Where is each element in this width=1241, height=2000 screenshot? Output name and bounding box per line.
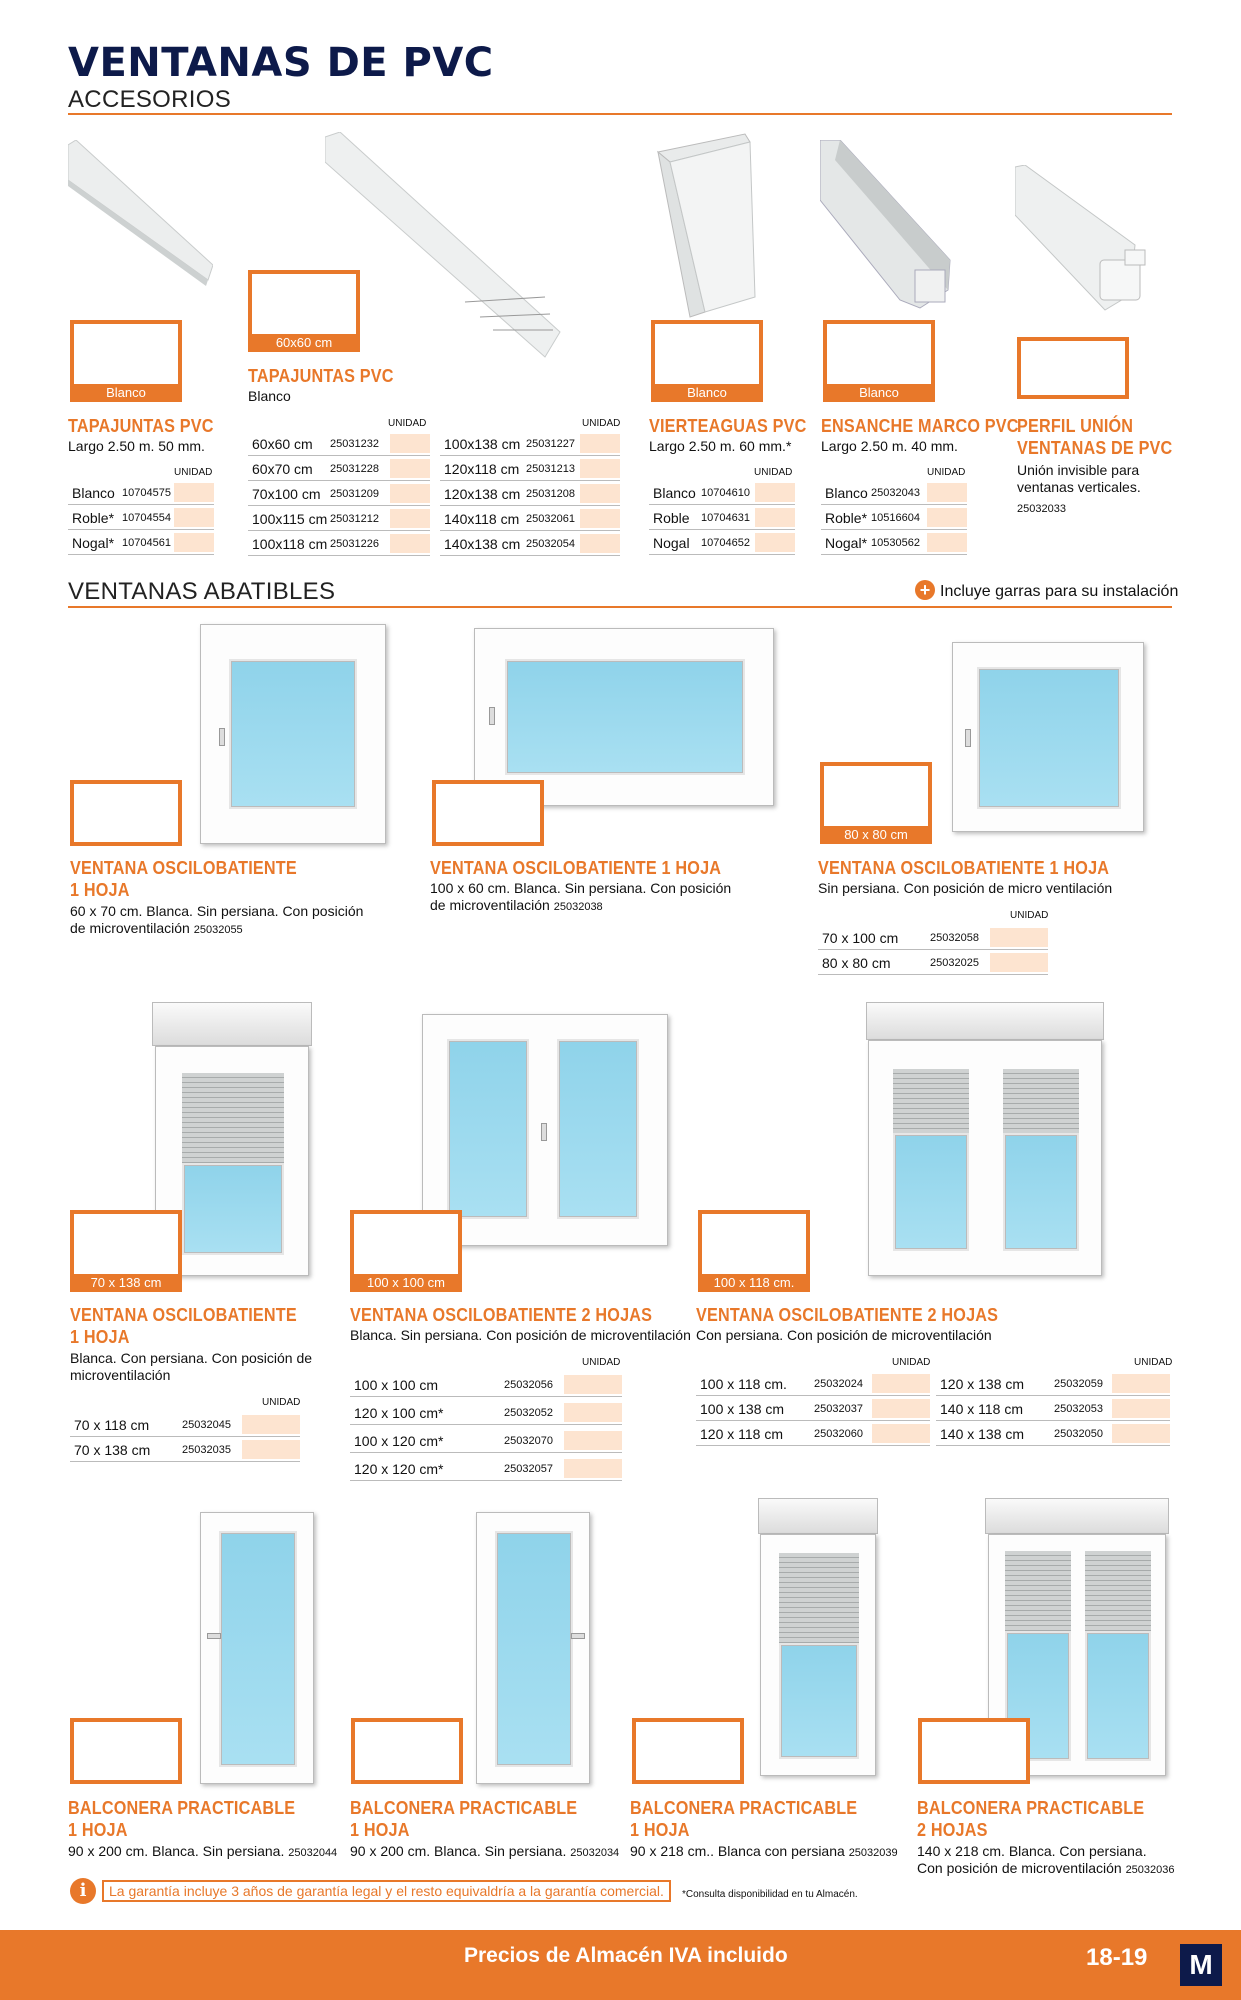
row-code: 25032024	[814, 1378, 863, 1390]
table-window-5	[350, 1373, 622, 1479]
product-desc: ventanas verticales.	[1017, 479, 1141, 495]
balconera-3-image	[760, 1534, 876, 1776]
row-code: 25032058	[930, 932, 979, 944]
table-window-6-left	[696, 1372, 930, 1452]
product-desc: Blanca. Sin persiana. Con posición de microventilación	[350, 1327, 691, 1343]
price-cell	[390, 484, 430, 503]
unidad-label: UNIDAD	[582, 418, 621, 429]
table-row	[248, 507, 430, 531]
unidad-label: UNIDAD	[892, 1357, 931, 1368]
row-code: 25032060	[814, 1428, 863, 1440]
price-cell	[927, 508, 967, 527]
table-window-3	[818, 926, 1048, 982]
product-title: BALCONERA PRACTICABLE	[68, 1798, 296, 1818]
price-cell	[242, 1415, 300, 1434]
row-label: Blanco	[72, 485, 115, 501]
price-box-vierteaguas	[651, 320, 763, 402]
product-title: VENTANA OSCILOBATIENTE 1 HOJA	[818, 858, 1110, 878]
info-icon: i	[70, 1878, 96, 1904]
row-label: 70 x 138 cm	[74, 1442, 151, 1458]
product-title: 1 HOJA	[630, 1820, 690, 1840]
row-code: 10704631	[701, 512, 750, 524]
row-label: 100 x 100 cm	[354, 1377, 439, 1393]
product-title: PERFIL UNIÓN	[1017, 416, 1134, 436]
price-tag: 70 x 138 cm	[70, 1274, 182, 1292]
product-title: VENTANAS DE PVC	[1017, 438, 1173, 458]
row-label: 100 x 118 cm.	[700, 1376, 787, 1392]
row-code: 25032057	[504, 1463, 553, 1475]
row-label: 120 x 100 cm*	[354, 1405, 444, 1421]
row-code: 25032059	[1054, 1378, 1103, 1390]
tapajuntas-angle-image	[325, 132, 565, 362]
row-label: 120 x 120 cm*	[354, 1461, 444, 1477]
price-cell	[755, 533, 795, 552]
product-title: VENTANA OSCILOBATIENTE	[70, 1305, 297, 1325]
price-cell	[174, 508, 214, 527]
unidad-label: UNIDAD	[754, 467, 793, 478]
row-code: 25032052	[504, 1407, 553, 1419]
table-row	[440, 482, 620, 506]
unidad-label: UNIDAD	[1134, 1357, 1173, 1368]
table-row	[70, 1413, 300, 1437]
row-label: 70 x 118 cm	[74, 1417, 150, 1433]
price-cell	[872, 1399, 930, 1418]
table-row	[440, 532, 620, 556]
product-desc: 60 x 70 cm. Blanca. Sin persiana. Con posición	[70, 903, 364, 919]
table-row	[696, 1372, 930, 1396]
ensanche-image	[820, 140, 960, 310]
window-6-roller-box	[866, 1002, 1104, 1040]
balconera-3-roller-box	[758, 1498, 878, 1534]
price-cell	[390, 459, 430, 478]
row-label: Roble*	[72, 510, 115, 526]
unidad-label: UNIDAD	[1010, 910, 1049, 921]
product-desc	[917, 1860, 1175, 1879]
desc-text: 90 x 218 cm.. Blanca con persiana	[630, 1843, 845, 1859]
row-code: 10530562	[871, 537, 920, 549]
product-title: 1 HOJA	[350, 1820, 410, 1840]
row-code: 25032070	[504, 1435, 553, 1447]
unidad-label: UNIDAD	[174, 467, 213, 478]
unidad-label: UNIDAD	[927, 467, 966, 478]
availability-note: *Consulta disponibilidad en tu Almacén.	[682, 1889, 858, 1900]
price-tag: Blanco	[70, 384, 182, 402]
row-label: 60x70 cm	[252, 461, 313, 477]
product-desc: 100 x 60 cm. Blanca. Sin persiana. Con posición	[430, 880, 732, 896]
product-desc: Blanca. Con persiana. Con posición de	[70, 1350, 313, 1366]
price-box-window-6	[698, 1210, 810, 1292]
price-box-window-4	[70, 1210, 182, 1292]
product-desc	[350, 1843, 619, 1862]
table-row	[68, 506, 214, 530]
price-cell	[242, 1440, 300, 1459]
row-label: 80 x 80 cm	[822, 955, 891, 971]
price-cell	[580, 434, 620, 453]
footer-bar	[0, 1930, 1241, 2000]
price-cell	[580, 509, 620, 528]
price-cell	[564, 1403, 622, 1422]
window-6-image	[868, 1040, 1102, 1276]
installation-note: Incluye garras para su instalación	[940, 583, 1179, 600]
table-row	[818, 926, 1048, 950]
product-desc: Sin persiana. Con posición de micro ventilación	[818, 880, 1113, 896]
price-cell	[1112, 1424, 1170, 1443]
page-numbers: 18-19	[1086, 1944, 1148, 1971]
row-label: Nogal*	[825, 535, 868, 551]
window-3-image	[952, 642, 1144, 832]
price-cell	[927, 533, 967, 552]
price-cell	[755, 483, 795, 502]
table-row	[440, 507, 620, 531]
product-desc: Unión invisible para	[1017, 462, 1140, 478]
price-cell	[872, 1374, 930, 1393]
product-code: 25032034	[570, 1847, 620, 1859]
table-row	[821, 481, 967, 505]
row-label: Blanco	[825, 485, 868, 501]
table-row	[440, 457, 620, 481]
row-label: 100 x 120 cm*	[354, 1433, 444, 1449]
table-tapajuntas-flat	[68, 481, 214, 561]
product-code: 25032033	[1017, 503, 1066, 515]
header-rule	[68, 113, 1172, 115]
unidad-label: UNIDAD	[262, 1397, 301, 1408]
table-row	[248, 457, 430, 481]
product-title: TAPAJUNTAS PVC	[248, 366, 394, 386]
price-cell	[390, 434, 430, 453]
row-code: 25032054	[526, 538, 575, 550]
table-row	[936, 1422, 1170, 1446]
row-code: 25032025	[930, 957, 979, 969]
section-subtitle-accesorios: ACCESORIOS	[68, 86, 232, 113]
product-desc: Largo 2.50 m. 50 mm.	[68, 438, 205, 454]
product-title: 1 HOJA	[68, 1820, 128, 1840]
product-title: VENTANA OSCILOBATIENTE 2 HOJAS	[696, 1305, 999, 1325]
product-title: VENTANA OSCILOBATIENTE	[70, 858, 297, 878]
price-cell	[872, 1424, 930, 1443]
row-code: 10704554	[122, 512, 171, 524]
row-code: 10704575	[122, 487, 171, 499]
row-code: 10704561	[122, 537, 171, 549]
row-label: 70 x 100 cm	[822, 930, 899, 946]
page-title: VENTANAS DE PVC	[68, 40, 494, 86]
product-desc: Blanco	[248, 388, 291, 404]
price-tag: 60x60 cm	[248, 334, 360, 352]
price-box-window-5	[350, 1210, 462, 1292]
product-title: VIERTEAGUAS PVC	[649, 416, 807, 436]
table-row	[350, 1401, 622, 1425]
row-label: 100x138 cm	[444, 436, 521, 452]
price-cell	[564, 1375, 622, 1394]
guarantee-text: La garantía incluye 3 años de garantía legal y el resto equivaldría a la garantía comercial.	[102, 1880, 671, 1902]
footer-text: Precios de Almacén IVA incluido	[464, 1944, 788, 1967]
price-cell	[990, 953, 1048, 972]
row-label: 120 x 118 cm	[700, 1426, 784, 1442]
row-label: 100 x 138 cm	[700, 1401, 785, 1417]
row-code: 25032037	[814, 1403, 863, 1415]
row-code: 25031232	[330, 438, 379, 450]
balconera-1-image	[200, 1512, 314, 1784]
price-tag: 100 x 100 cm	[350, 1274, 462, 1292]
row-code: 25032056	[504, 1379, 553, 1391]
row-code: 10516604	[871, 512, 920, 524]
product-desc	[630, 1843, 898, 1862]
row-code: 25031213	[526, 463, 575, 475]
tapajuntas-flat-image	[68, 140, 213, 300]
product-code: 25032044	[288, 1847, 338, 1859]
table-window-6-right	[936, 1372, 1170, 1452]
price-box-perfil	[1017, 337, 1129, 399]
price-box-window-3	[820, 762, 932, 844]
price-box-balconera-2	[351, 1718, 463, 1784]
table-row	[936, 1397, 1170, 1421]
product-desc: Con persiana. Con posición de microventilación	[696, 1327, 992, 1343]
price-cell	[390, 534, 430, 553]
product-title: VENTANA OSCILOBATIENTE 2 HOJAS	[350, 1305, 653, 1325]
product-code: 25032039	[848, 1847, 898, 1859]
table-row	[649, 481, 795, 505]
row-code: 25032053	[1054, 1403, 1103, 1415]
product-title: VENTANA OSCILOBATIENTE 1 HOJA	[430, 858, 722, 878]
row-code: 25032050	[1054, 1428, 1103, 1440]
price-cell	[580, 534, 620, 553]
row-code: 25031212	[330, 513, 379, 525]
row-label: Blanco	[653, 485, 696, 501]
row-code: 25031226	[330, 538, 379, 550]
desc-text: 90 x 200 cm. Blanca. Sin persiana.	[68, 1843, 285, 1859]
table-row	[649, 506, 795, 530]
row-code: 25032045	[182, 1419, 231, 1431]
price-box-tapajuntas-angle	[248, 270, 360, 352]
product-title: TAPAJUNTAS PVC	[68, 416, 214, 436]
product-title: 1 HOJA	[70, 880, 130, 900]
price-tag: 80 x 80 cm	[820, 826, 932, 844]
price-cell	[174, 483, 214, 502]
product-desc: Largo 2.50 m. 60 mm.*	[649, 438, 792, 454]
table-row	[821, 506, 967, 530]
perfil-union-image	[1015, 165, 1165, 315]
row-label: 100x115 cm	[252, 511, 328, 527]
window-4-roller-box	[152, 1002, 312, 1046]
table-row	[696, 1422, 930, 1446]
row-code: 25032043	[871, 487, 920, 499]
logo-letter: M	[1189, 1949, 1213, 1980]
price-cell	[990, 928, 1048, 947]
row-code: 25031228	[330, 463, 379, 475]
table-tapajuntas-angle-left	[248, 432, 430, 562]
vierteaguas-image	[650, 132, 760, 322]
product-title: BALCONERA PRACTICABLE	[630, 1798, 858, 1818]
table-row	[350, 1429, 622, 1453]
table-row	[68, 481, 214, 505]
product-code: 25032055	[193, 924, 243, 936]
table-row	[818, 951, 1048, 975]
table-row	[68, 531, 214, 555]
section-heading-abatibles: VENTANAS ABATIBLES	[68, 578, 336, 605]
row-code: 25031208	[526, 488, 575, 500]
balconera-4-roller-box	[985, 1498, 1169, 1534]
price-box-window-1	[70, 780, 182, 846]
table-ensanche	[821, 481, 967, 561]
product-title: 1 HOJA	[70, 1327, 130, 1347]
price-cell	[927, 483, 967, 502]
product-desc	[430, 897, 603, 916]
table-row	[821, 531, 967, 555]
table-row	[440, 432, 620, 456]
balconera-2-image	[476, 1512, 590, 1784]
price-cell	[755, 508, 795, 527]
price-box-balconera-3	[632, 1718, 744, 1784]
price-tag: Blanco	[651, 384, 763, 402]
row-label: 140x138 cm	[444, 536, 521, 552]
row-label: 140x118 cm	[444, 511, 520, 527]
product-code: 25032038	[553, 901, 603, 913]
brand-logo	[1180, 1944, 1222, 1986]
row-label: 120 x 138 cm	[940, 1376, 1025, 1392]
price-cell	[1112, 1399, 1170, 1418]
table-row	[936, 1372, 1170, 1396]
product-code: 25032036	[1125, 1864, 1175, 1876]
table-vierteaguas	[649, 481, 795, 561]
unidad-label: UNIDAD	[388, 418, 427, 429]
product-title: BALCONERA PRACTICABLE	[350, 1798, 578, 1818]
product-desc	[68, 1843, 337, 1862]
table-row	[248, 432, 430, 456]
product-desc: Largo 2.50 m. 40 mm.	[821, 438, 958, 454]
price-cell	[580, 484, 620, 503]
desc-text: de microventilación	[430, 897, 550, 913]
row-label: Roble*	[825, 510, 868, 526]
price-box-window-2	[432, 780, 544, 846]
row-label: Roble	[653, 510, 690, 526]
table-row	[649, 531, 795, 555]
row-code: 25031227	[526, 438, 575, 450]
window-1-image	[200, 624, 386, 844]
product-desc: microventilación	[70, 1367, 171, 1383]
product-title: ENSANCHE MARCO PVC	[821, 416, 1019, 436]
table-row	[350, 1373, 622, 1397]
row-label: 120x118 cm	[444, 461, 520, 477]
table-row	[696, 1397, 930, 1421]
price-cell	[174, 533, 214, 552]
row-code: 25032061	[526, 513, 575, 525]
table-row	[350, 1457, 622, 1481]
price-cell	[564, 1459, 622, 1478]
row-label: 140 x 118 cm	[940, 1401, 1024, 1417]
row-code: 25031209	[330, 488, 379, 500]
price-tag: 100 x 118 cm.	[698, 1274, 810, 1292]
row-label: 60x60 cm	[252, 436, 313, 452]
product-title: BALCONERA PRACTICABLE	[917, 1798, 1145, 1818]
price-cell	[580, 459, 620, 478]
table-row	[248, 482, 430, 506]
row-label: Nogal*	[72, 535, 115, 551]
price-box-ensanche	[823, 320, 935, 402]
row-label: 140 x 138 cm	[940, 1426, 1025, 1442]
table-window-4	[70, 1413, 300, 1469]
plus-icon: +	[915, 580, 935, 600]
product-desc: 140 x 218 cm. Blanca. Con persiana.	[917, 1843, 1147, 1859]
desc-text: Con posición de microventilación	[917, 1860, 1122, 1876]
price-cell	[564, 1431, 622, 1450]
price-tag: Blanco	[823, 384, 935, 402]
section-rule	[68, 606, 1172, 608]
desc-text: 90 x 200 cm. Blanca. Sin persiana.	[350, 1843, 567, 1859]
row-code: 25032035	[182, 1444, 231, 1456]
price-box-tapajuntas-flat	[70, 320, 182, 402]
table-row	[70, 1438, 300, 1462]
unidad-label: UNIDAD	[582, 1357, 621, 1368]
table-tapajuntas-angle-right	[440, 432, 620, 562]
product-desc	[70, 920, 243, 939]
desc-text: de microventilación	[70, 920, 190, 936]
row-label: 70x100 cm	[252, 486, 321, 502]
row-label: 120x138 cm	[444, 486, 521, 502]
table-row	[248, 532, 430, 556]
row-label: 100x118 cm	[252, 536, 328, 552]
row-label: Nogal	[653, 535, 690, 551]
row-code: 10704610	[701, 487, 750, 499]
price-box-balconera-4	[918, 1718, 1030, 1784]
price-cell	[390, 509, 430, 528]
price-cell	[1112, 1374, 1170, 1393]
product-title: 2 HOJAS	[917, 1820, 988, 1840]
row-code: 10704652	[701, 537, 750, 549]
price-box-balconera-1	[70, 1718, 182, 1784]
